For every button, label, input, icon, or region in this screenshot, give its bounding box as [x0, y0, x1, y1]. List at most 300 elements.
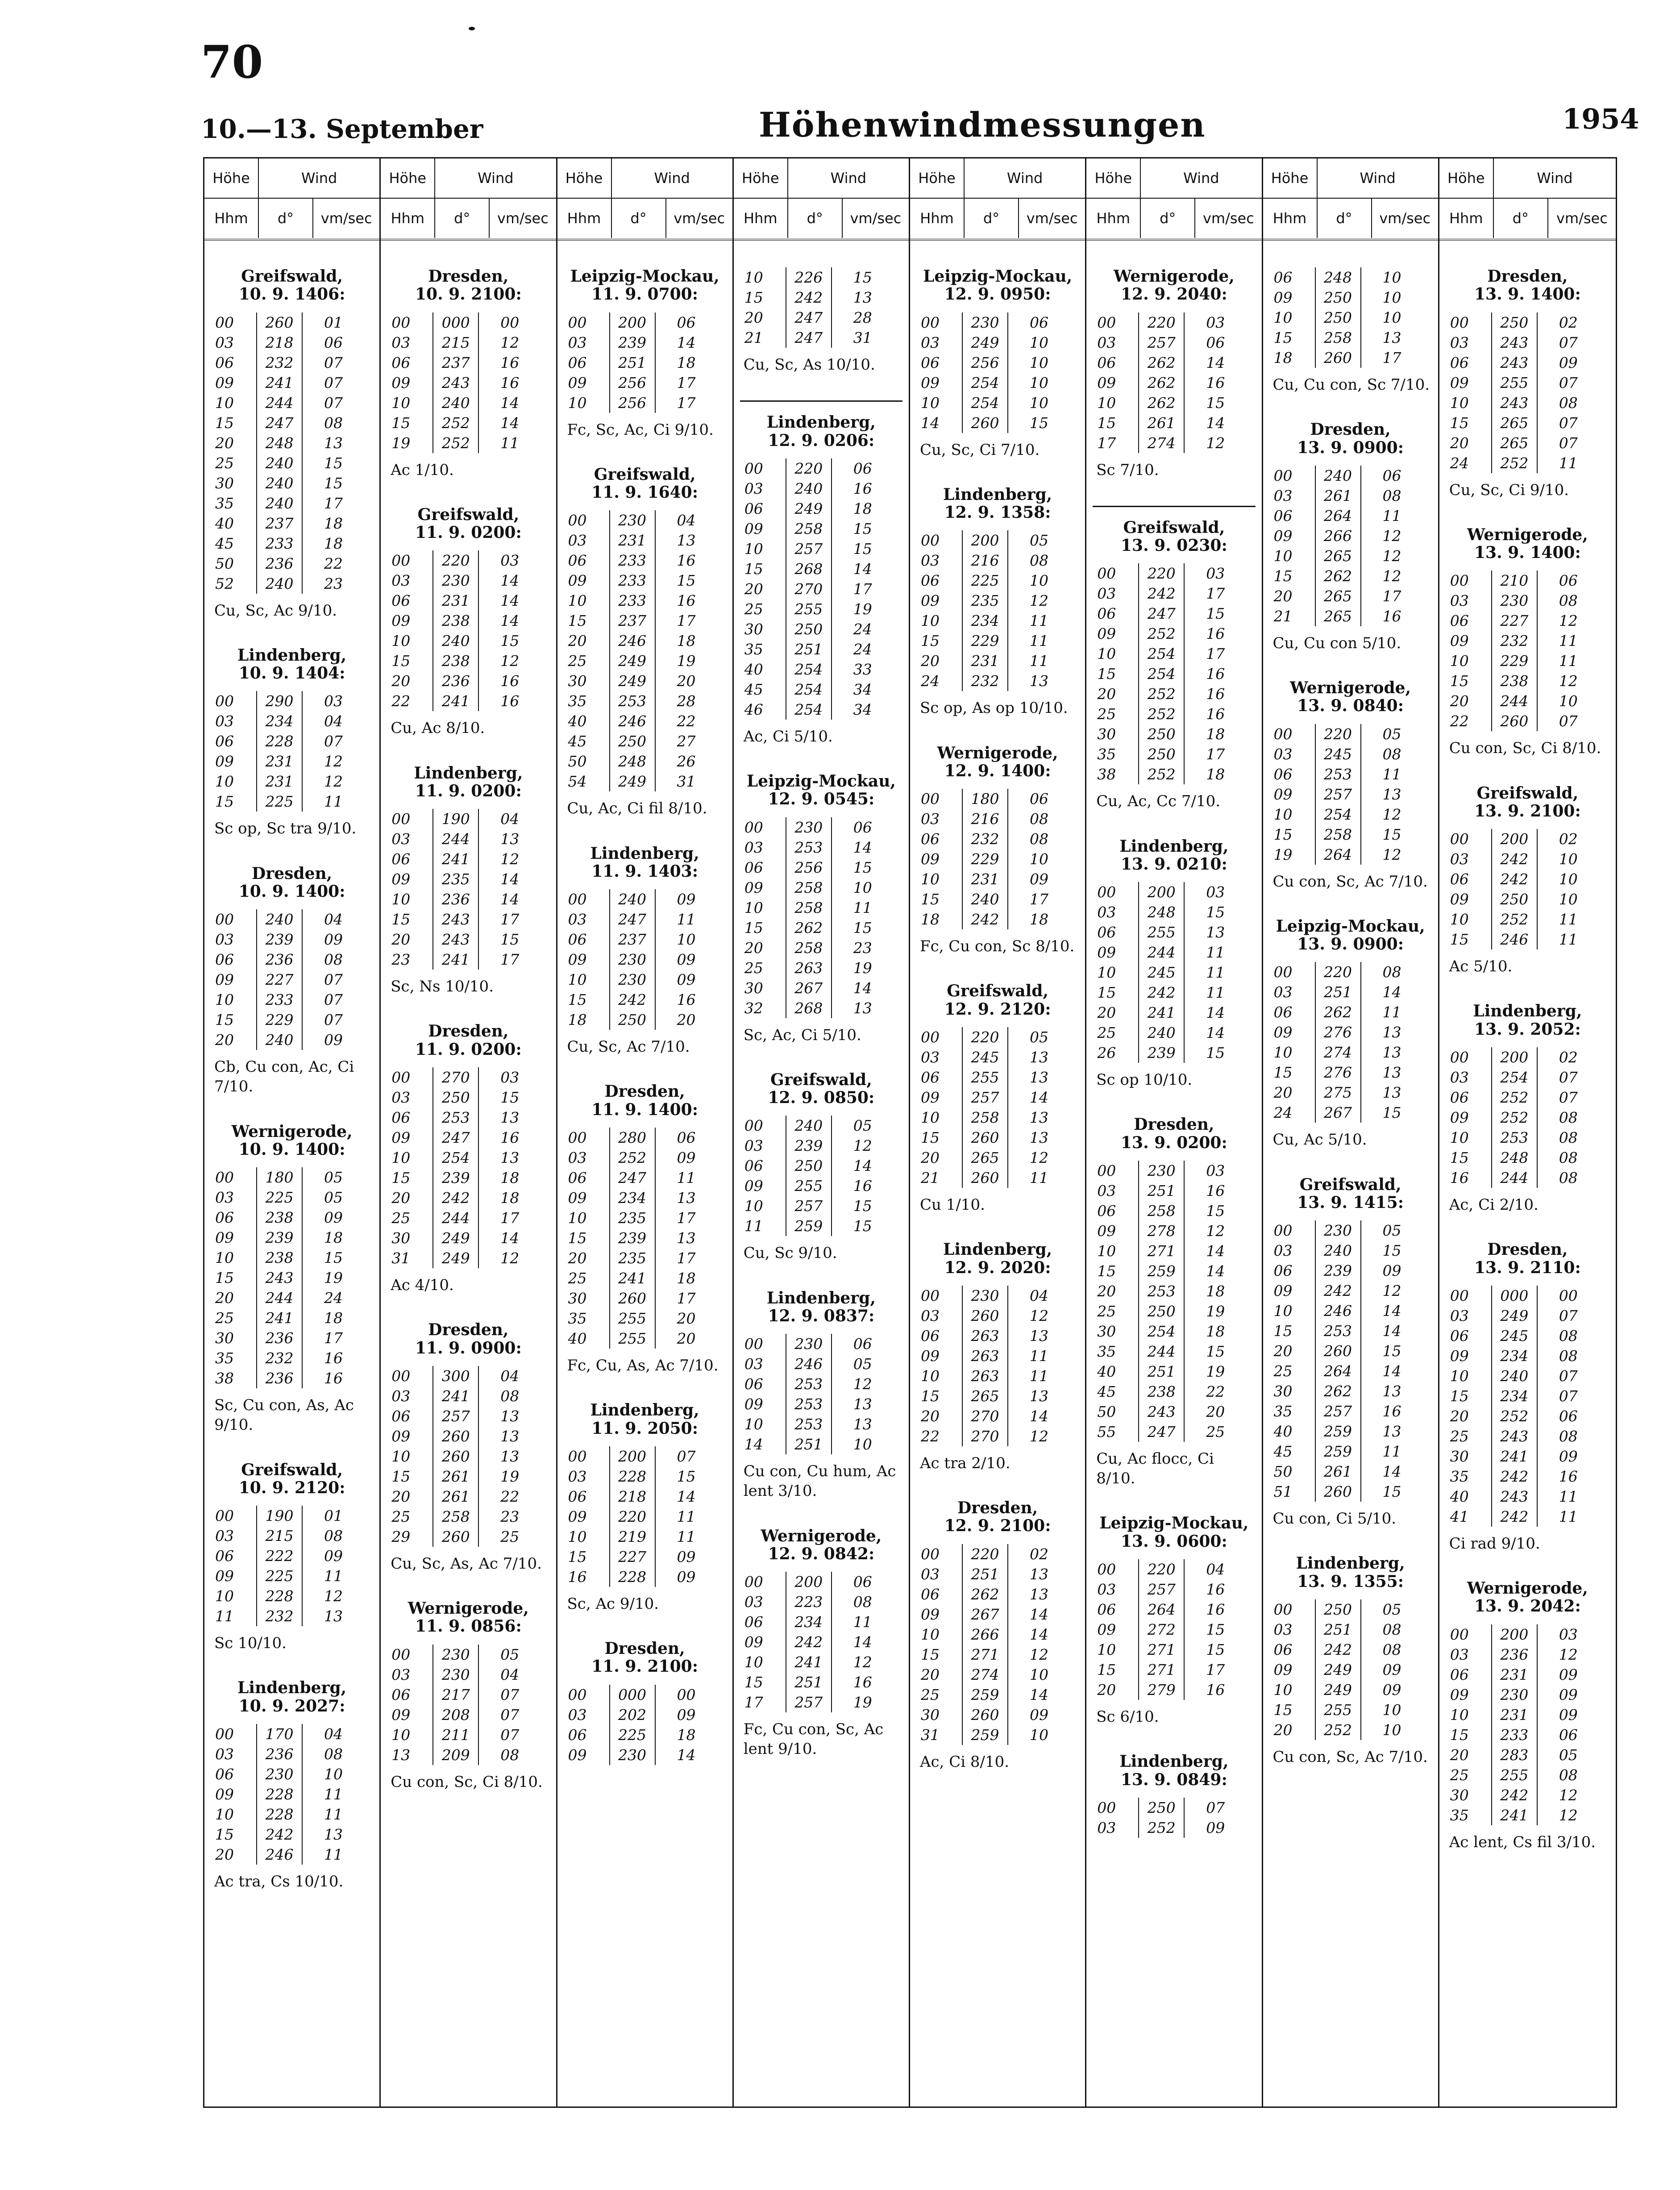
sounding-table [921, 530, 1050, 691]
sounding-row [391, 1486, 521, 1507]
direction-cell: 226 [786, 267, 832, 287]
sounding-row [391, 849, 521, 869]
date-range: 10.—13. September [201, 114, 483, 144]
speed-cell: 13 [853, 1416, 872, 1433]
height-cell: 15 [744, 560, 763, 578]
speed-cell: 17 [1382, 587, 1401, 605]
direction-cell: 255 [610, 1328, 655, 1349]
speed-cell: 14 [677, 1746, 696, 1764]
direction-cell: 245 [1139, 962, 1184, 983]
direction-cell: 251 [1315, 1620, 1361, 1640]
height-cell: 15 [1450, 1387, 1469, 1405]
height-cell: 00 [1097, 313, 1116, 331]
height-cell: 06 [1097, 605, 1116, 623]
station-heading [564, 1640, 726, 1676]
station-heading [1269, 917, 1432, 953]
direction-cell: 248 [610, 751, 655, 771]
station-time: 11. 9. 0900: [415, 1338, 522, 1357]
station-name: Greifswald, [241, 267, 343, 286]
height-cell: 35 [1450, 1806, 1469, 1824]
height-cell: 15 [1450, 1149, 1469, 1167]
sounding-row [215, 513, 345, 533]
table-column [204, 158, 381, 2107]
station-name: Greifswald, [594, 465, 696, 484]
height-cell: 06 [1097, 1202, 1116, 1220]
station-time: 11. 9. 1400: [591, 1100, 698, 1119]
sounding-row [1274, 1241, 1403, 1261]
station-heading [740, 1527, 902, 1563]
height-cell: 15 [1097, 414, 1116, 432]
sounding-table [1274, 267, 1403, 368]
speed-cell: 13 [853, 999, 872, 1017]
height-cell: 24 [921, 672, 940, 690]
header-ms: m/sec [858, 209, 902, 227]
height-cell: 03 [921, 1049, 940, 1066]
sounding-row [921, 591, 1050, 611]
speed-cell: 09 [1559, 1447, 1578, 1465]
sounding-row [744, 1632, 874, 1652]
speed-cell: 15 [500, 931, 520, 949]
header-hoehe: Höhe [1086, 158, 1141, 198]
speed-cell: 13 [1382, 1024, 1401, 1041]
sounding-row [568, 1725, 698, 1745]
height-cell: 09 [215, 1229, 234, 1247]
sounding-table [568, 1128, 698, 1349]
height-cell: 06 [1097, 924, 1116, 941]
direction-cell: 263 [962, 1366, 1008, 1386]
direction-cell: 262 [1139, 393, 1184, 413]
height-cell: 09 [1097, 1222, 1116, 1240]
direction-cell: 218 [610, 1486, 655, 1507]
sounding-row [921, 373, 1050, 393]
height-cell: 03 [1450, 1307, 1469, 1324]
height-cell: 54 [568, 773, 587, 791]
sounding-row [1097, 1660, 1227, 1680]
station-heading [387, 1599, 549, 1636]
height-cell: 06 [1450, 870, 1469, 888]
direction-cell: 240 [257, 453, 302, 473]
direction-cell: 200 [1492, 829, 1537, 849]
sounding-row [1097, 1382, 1227, 1402]
sounding-row [1097, 1599, 1227, 1620]
station-time: 13. 9. 0230: [1120, 536, 1227, 555]
height-cell: 15 [1273, 825, 1293, 843]
sounding-row [391, 631, 521, 651]
direction-cell: 254 [962, 393, 1008, 413]
speed-cell: 16 [1206, 685, 1225, 703]
station-heading [740, 400, 902, 450]
height-cell: 06 [215, 354, 234, 371]
cloud-note: Sc, Cu con, As, Ac 9/10. [214, 1396, 354, 1434]
cloud-note: Cu con, Sc, Ci 8/10. [391, 1773, 543, 1791]
direction-cell: 260 [1315, 1482, 1361, 1502]
sounding-row [1450, 413, 1580, 433]
sounding-row [1450, 453, 1580, 473]
height-cell: 11 [215, 1607, 234, 1625]
sounding-row [1450, 1486, 1580, 1507]
sounding-row [391, 809, 521, 829]
speed-cell: 13 [1382, 329, 1401, 346]
header-hoehe: Höhe [1439, 158, 1494, 198]
sounding-row [1274, 328, 1403, 348]
sounding-row [1450, 849, 1580, 869]
direction-cell: 240 [257, 493, 302, 513]
sounding-row [568, 353, 698, 373]
direction-cell: 242 [610, 990, 655, 1010]
speed-cell: 07 [1206, 1799, 1225, 1816]
station-time: 12. 9. 0545: [768, 790, 875, 809]
sounding-table [215, 1506, 345, 1626]
direction-cell: 246 [257, 1844, 302, 1865]
direction-cell: 231 [257, 751, 302, 771]
direction-cell: 257 [962, 1087, 1008, 1107]
height-cell: 20 [1273, 1342, 1293, 1360]
speed-cell: 13 [324, 1826, 343, 1844]
sounding-row [1274, 724, 1403, 744]
height-cell: 10 [215, 1249, 234, 1267]
speed-cell: 11 [1030, 632, 1048, 650]
speed-cell: 05 [324, 1189, 343, 1207]
height-cell: 25 [391, 1507, 411, 1525]
speed-cell: 15 [853, 269, 872, 286]
speed-cell: 08 [500, 1387, 520, 1405]
height-cell: 06 [1450, 354, 1469, 371]
header-deg: ° [1169, 209, 1176, 227]
direction-cell: 220 [962, 1027, 1008, 1047]
station-name: Lindenberg, [1119, 837, 1229, 856]
height-cell: 22 [921, 1427, 940, 1445]
column-header [204, 158, 379, 241]
direction-cell: 228 [257, 1586, 302, 1606]
height-cell: 24 [1450, 454, 1469, 472]
height-cell: 00 [391, 313, 411, 331]
height-cell: 50 [568, 753, 587, 770]
height-cell: 45 [568, 733, 587, 750]
sounding-row [215, 1207, 345, 1228]
sounding-row [921, 1386, 1050, 1406]
header-ms: m/sec [329, 209, 372, 227]
speed-cell: 17 [1206, 645, 1225, 663]
header-h-hm [1263, 199, 1318, 238]
sounding-row [391, 949, 521, 970]
direction-cell: 244 [1492, 1168, 1537, 1188]
header-v: v [1556, 209, 1565, 227]
direction-cell: 262 [1139, 373, 1184, 393]
station-heading [564, 267, 726, 304]
sounding-row [1097, 1261, 1227, 1281]
speed-cell: 13 [1030, 1049, 1048, 1066]
speed-cell: 18 [677, 632, 696, 650]
direction-cell: 247 [1139, 604, 1184, 624]
sounding-row [1274, 1660, 1403, 1680]
speed-cell: 11 [324, 1806, 343, 1824]
sounding-row [391, 1466, 521, 1486]
height-cell: 06 [1450, 612, 1469, 630]
height-cell: 19 [391, 434, 411, 452]
direction-cell: 233 [610, 570, 655, 591]
station-heading [1093, 506, 1255, 555]
sounding-row [921, 1665, 1050, 1685]
sounding-row [568, 1248, 698, 1268]
station-heading [1093, 1753, 1255, 1789]
cloud-note: Cu con, Sc, Ac 7/10. [1272, 872, 1428, 891]
year: 1954 [1562, 103, 1639, 135]
height-cell: 09 [1450, 1686, 1469, 1703]
height-cell: 03 [391, 1665, 411, 1683]
height-cell: 15 [568, 612, 587, 630]
direction-cell: 247 [610, 909, 655, 929]
direction-cell: 236 [257, 949, 302, 970]
direction-cell: 231 [1492, 1705, 1537, 1725]
station-heading [1093, 837, 1255, 874]
height-cell: 03 [1273, 1242, 1293, 1260]
direction-cell: 265 [962, 1148, 1008, 1168]
speed-cell: 24 [324, 1289, 343, 1307]
height-cell: 03 [744, 1137, 763, 1155]
sounding-row [1450, 312, 1580, 333]
header-wind: Wind [1537, 169, 1573, 187]
speed-cell: 13 [1382, 785, 1401, 803]
height-cell: 20 [391, 1189, 411, 1207]
sounding-row [744, 579, 874, 599]
direction-cell: 257 [433, 1406, 478, 1426]
sounding-row [391, 1406, 521, 1426]
sounding-row [744, 837, 874, 858]
direction-cell: 235 [433, 869, 478, 889]
height-cell: 00 [921, 532, 940, 550]
speed-cell: 15 [324, 454, 343, 472]
height-cell: 09 [1450, 1109, 1469, 1127]
sounding-row [1097, 1341, 1227, 1361]
sounding-row [1097, 744, 1227, 764]
speed-cell: 10 [1030, 572, 1048, 590]
height-cell: 03 [215, 1745, 234, 1763]
direction-cell: 258 [1315, 328, 1361, 348]
station-time: 10. 9. 1400: [238, 1140, 345, 1159]
speed-cell: 11 [1559, 652, 1578, 670]
height-cell: 09 [1450, 632, 1469, 650]
station-time: 13. 9. 0600: [1120, 1532, 1227, 1551]
height-cell: 31 [391, 1249, 411, 1267]
height-cell: 20 [1450, 1407, 1469, 1425]
direction-cell: 241 [433, 691, 478, 711]
sounding-row [1097, 604, 1227, 624]
header-h-hm [1439, 199, 1494, 238]
height-cell: 10 [921, 1109, 940, 1127]
speed-cell: 19 [324, 1269, 343, 1287]
direction-cell: 268 [786, 559, 832, 579]
sounding-row [921, 353, 1050, 373]
direction-cell: 243 [1492, 1486, 1537, 1507]
direction-cell: 255 [1139, 922, 1184, 942]
speed-cell: 09 [677, 971, 696, 989]
direction-cell: 228 [257, 731, 302, 751]
direction-cell: 262 [786, 918, 832, 938]
direction-cell: 240 [1492, 1366, 1537, 1386]
direction-cell: 266 [1315, 526, 1361, 546]
sounding-row [568, 1308, 698, 1328]
header-d: d [1512, 209, 1522, 227]
column-body [1439, 241, 1616, 1852]
speed-cell: 25 [500, 1528, 520, 1545]
sounding-row [1274, 1042, 1403, 1062]
station-name: Wernigerode, [761, 1526, 882, 1545]
cloud-note: Cu, Ac, Cc 7/10. [1096, 792, 1221, 811]
speed-cell: 08 [1559, 1427, 1578, 1445]
sounding-row [921, 1544, 1050, 1564]
header-hm: hm [401, 209, 424, 227]
sounding-row [744, 938, 874, 958]
height-cell: 20 [921, 1407, 940, 1425]
sounding-row [1097, 353, 1227, 373]
speed-cell: 12 [1382, 567, 1401, 585]
direction-cell: 238 [1139, 1382, 1184, 1402]
cloud-note: Fc, Cu con, Sc, Ac lent 9/10. [743, 1720, 884, 1758]
direction-cell: 242 [1139, 983, 1184, 1003]
height-cell: 30 [1450, 1786, 1469, 1804]
sounding-row [391, 393, 521, 413]
sounding-row [215, 1348, 345, 1368]
sounding-row [391, 1168, 521, 1188]
sounding-row [568, 691, 698, 711]
direction-cell: 253 [1492, 1128, 1537, 1148]
station-heading [1446, 1002, 1609, 1038]
sounding-row [921, 550, 1050, 570]
direction-cell: 253 [610, 691, 655, 711]
sounding-row [921, 393, 1050, 413]
direction-cell: 228 [610, 1567, 655, 1587]
sounding-row [1097, 1043, 1227, 1063]
direction-cell: 259 [1315, 1441, 1361, 1461]
direction-cell: 225 [610, 1725, 655, 1745]
height-cell: 03 [1097, 1182, 1116, 1200]
height-cell: 15 [391, 911, 411, 928]
speed-cell: 14 [1030, 1089, 1048, 1107]
station-name: Wernigerode, [408, 1599, 529, 1618]
speed-cell: 34 [853, 680, 872, 698]
sounding-row [1450, 1346, 1580, 1366]
direction-cell: 244 [257, 393, 302, 413]
sounding-row [921, 671, 1050, 691]
speed-cell: 06 [853, 1335, 872, 1353]
height-cell: 09 [391, 1129, 411, 1147]
direction-cell: 257 [1139, 333, 1184, 353]
speed-cell: 23 [324, 575, 343, 592]
height-cell: 45 [744, 680, 763, 698]
speed-cell: 12 [1559, 1806, 1578, 1824]
speed-cell: 14 [677, 333, 696, 351]
height-cell: 20 [744, 939, 763, 957]
height-cell: 15 [1097, 984, 1116, 1002]
sounding-row [744, 1612, 874, 1632]
direction-cell: 251 [1139, 1181, 1184, 1201]
direction-cell: 290 [257, 691, 302, 711]
speed-cell: 08 [1382, 1641, 1401, 1659]
speed-cell: 09 [324, 1547, 343, 1565]
sounding-row [568, 393, 698, 413]
direction-cell: 229 [962, 631, 1008, 651]
speed-cell: 15 [1382, 825, 1401, 843]
speed-cell: 04 [500, 1665, 520, 1683]
speed-cell: 15 [1206, 1641, 1225, 1659]
header-hm: hm [578, 209, 601, 227]
height-cell: 09 [391, 870, 411, 888]
sounding-row [215, 1844, 345, 1865]
sounding-row [391, 1507, 521, 1527]
sounding-row [1450, 1067, 1580, 1087]
sounding-row [744, 267, 874, 287]
sounding-table [744, 1334, 874, 1454]
station-heading [916, 1499, 1079, 1535]
direction-cell: 220 [1315, 962, 1361, 982]
height-cell: 19 [1273, 845, 1293, 863]
sounding-table [1097, 1798, 1227, 1838]
sounding-row [568, 909, 698, 929]
speed-cell: 07 [324, 374, 343, 391]
header-ms: m/sec [682, 209, 725, 227]
height-cell: 03 [568, 1149, 587, 1167]
speed-cell: 16 [1559, 1467, 1578, 1485]
direction-cell: 274 [962, 1665, 1008, 1685]
height-cell: 41 [1450, 1507, 1469, 1525]
height-cell: 50 [1273, 1463, 1293, 1481]
height-cell: 00 [744, 1573, 763, 1591]
sounding-row [1450, 1406, 1580, 1426]
direction-cell: 239 [433, 1168, 478, 1188]
speed-cell: 11 [677, 1528, 696, 1545]
direction-cell: 256 [610, 373, 655, 393]
height-cell: 09 [215, 374, 234, 391]
height-cell: 06 [1097, 354, 1116, 371]
sounding-row [744, 499, 874, 519]
direction-cell: 241 [1492, 1446, 1537, 1466]
sounding-row [568, 510, 698, 530]
sounding-row [215, 1764, 345, 1784]
direction-cell: 283 [1492, 1745, 1537, 1765]
header-wind: Wind [301, 169, 337, 187]
direction-cell: 263 [962, 1346, 1008, 1366]
sounding-row [921, 611, 1050, 631]
height-cell: 06 [215, 1547, 234, 1565]
height-cell: 00 [1273, 1222, 1293, 1240]
cloud-note: Cu, Sc, Ci 7/10. [920, 441, 1040, 459]
header-v: v [1202, 209, 1211, 227]
direction-cell: 230 [433, 570, 478, 591]
column-body [557, 241, 732, 1765]
sounding-row [1274, 1281, 1403, 1301]
cloud-note: Ac, Ci 2/10. [1449, 1196, 1539, 1214]
station-heading [1446, 1241, 1609, 1277]
direction-cell: 246 [786, 1354, 832, 1374]
direction-cell: 260 [433, 1446, 478, 1466]
speed-cell: 11 [1382, 1443, 1401, 1461]
cloud-note: Cb, Cu con, Ac, Ci 7/10. [214, 1058, 354, 1096]
sounding-row [921, 909, 1050, 929]
speed-cell: 15 [1206, 394, 1225, 412]
height-cell: 10 [921, 394, 940, 412]
direction-cell: 230 [1139, 1161, 1184, 1181]
table-column [1439, 158, 1616, 2107]
sounding-row [1450, 353, 1580, 373]
sounding-row [1097, 1422, 1227, 1442]
speed-cell: 17 [677, 374, 696, 391]
height-cell: 06 [568, 931, 587, 949]
height-cell: 35 [744, 640, 763, 658]
height-cell: 03 [1450, 1645, 1469, 1663]
sounding-row [568, 1547, 698, 1567]
height-cell: 00 [568, 1447, 587, 1465]
height-cell: 00 [1097, 565, 1116, 583]
